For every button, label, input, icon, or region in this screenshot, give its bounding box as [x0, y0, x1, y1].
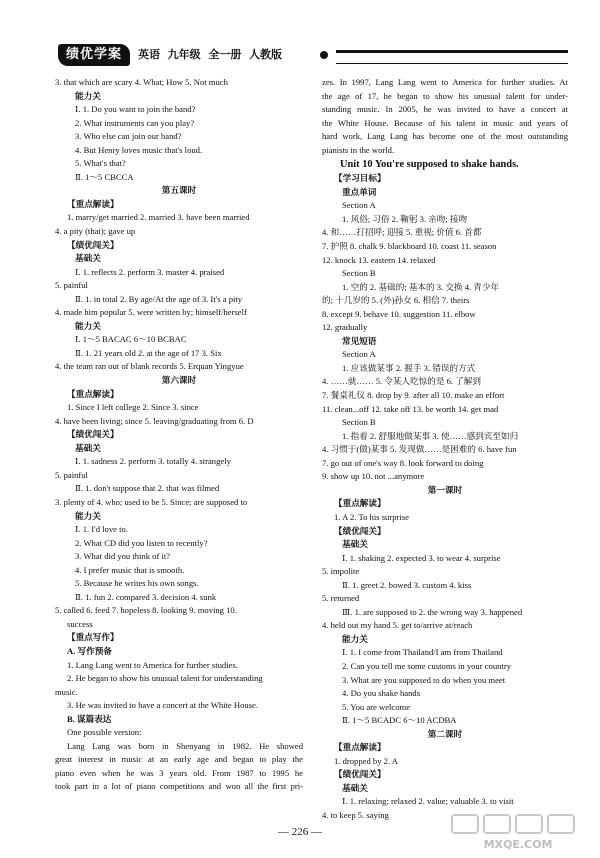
left-column: [55, 76, 303, 794]
right-line: 【重点解读】: [334, 742, 386, 753]
right-line: 12. gradually: [322, 322, 368, 333]
left-line: Lang Lang was born in Shenyang in 1982. He showed: [67, 740, 303, 751]
right-line: 4. 和……打招呼; 迎接 5. 重视; 价值 6. 首都: [322, 227, 482, 238]
left-line: 能力关: [75, 90, 101, 101]
left-line: Ⅱ. 1. in total 2. By age/At the age of 3. It's a pity: [75, 293, 243, 304]
header-rule: [336, 50, 568, 64]
left-line: 2. What CD did you listen to recently?: [75, 537, 208, 548]
left-line: Ⅰ. 1. reflects 2. perform 3. master 4. praised: [75, 266, 225, 277]
right-line: 常见短语: [342, 335, 377, 346]
right-line: Ⅱ. 1～5 BCADC 6～10 ACDBA: [342, 715, 457, 726]
left-line: 3. Who else can join our band?: [75, 131, 182, 142]
right-line: Ⅰ. 1. relaxing; relaxed 2. value; valuable 3. to visit: [342, 796, 514, 807]
left-line: 3. What did you think of it?: [75, 551, 171, 562]
left-line: 【重点解读】: [67, 198, 119, 209]
right-line: 4. 习惯于(做)某事 5. 发现做……是困难的 6. have fun: [322, 444, 517, 455]
right-line: Ⅰ. 1. shaking 2. expected 3. to wear 4. surprise: [342, 552, 501, 563]
left-line: 3. He was invited to have a concert at the White House.: [67, 700, 258, 711]
right-top-text: [322, 76, 568, 157]
right-line: Ⅰ. 1. I come from Thailand/I am from Thailand: [342, 647, 503, 658]
right-answers: [322, 172, 568, 822]
right-line: 1. dropped by 2. A: [334, 755, 398, 766]
left-line: 4. the team ran out of blank records 5. Erquan Yingyue: [55, 361, 244, 372]
left-line: Ⅰ. 1. Do you want to join the band?: [75, 104, 196, 115]
right-line: 11. clean...off 12. take off 13. be worth 14. get mad: [322, 403, 499, 414]
right-line: 4. ……就…… 5. 令某人吃惊的是 6. 了解到: [322, 376, 481, 387]
page-header: [58, 44, 568, 68]
right-line: 4. to keep 5. saying: [322, 809, 389, 820]
left-line: 【重点写作】: [67, 632, 119, 643]
right-line: 【绩优闯关】: [334, 769, 386, 780]
right-line: 5. You are welcome: [342, 701, 411, 712]
left-line: 能力关: [75, 320, 101, 331]
left-line: 【重点解读】: [67, 388, 119, 399]
left-line: 能力关: [75, 510, 101, 521]
left-line: 3. plenty of 4. who; used to be 5. Since; are supposed to: [55, 496, 248, 507]
left-line: 3. that which are scary 4. What; How 5. Not much: [55, 77, 228, 87]
right-line: 第二课时: [427, 728, 463, 739]
right-line: 能力关: [342, 633, 368, 644]
right-line: 重点单词: [342, 186, 377, 197]
right-top-line: zes. In 1997, Lang Lang went to America for further studies. At: [322, 77, 568, 87]
left-line: 第六课时: [161, 375, 197, 386]
right-line: 7. go out of one's way 8. look forward to doing: [322, 457, 484, 468]
left-line: success: [67, 618, 93, 629]
watermark-text: MXQE.COM: [483, 838, 553, 851]
right-line: 9. show up 10. not ...anymore: [322, 471, 425, 482]
left-line: 5. Because he writes his own songs.: [75, 578, 199, 589]
left-line: 4. a pity (that); gave up: [55, 226, 136, 237]
left-line: Ⅱ. 1～5 CBCCA: [75, 171, 134, 182]
header-title: 英语 九年级 全一册 人教版: [138, 48, 282, 61]
left-line: 2. He began to show his unusual talent for understanding: [67, 673, 263, 684]
left-line: 1. marry/get married 2. married 3. have been married: [67, 212, 250, 223]
right-line: 【学习目标】: [334, 173, 386, 184]
left-line: Ⅰ. 1. sadness 2. perform 3. totally 4. strangely: [75, 456, 231, 467]
right-line: Section A: [342, 200, 376, 211]
right-line: 1. 指着 2. 舒服地做某事 3. 使……感到宾至如归: [342, 430, 519, 441]
right-line: 【绩优闯关】: [334, 525, 386, 536]
brand-logo: 绩优学案: [58, 44, 130, 66]
left-line: 基础关: [75, 442, 101, 453]
right-line: 基础关: [342, 782, 368, 793]
right-line: 的; 十几岁的 5. (外)孙女 6. 相信 7. theirs: [322, 295, 470, 306]
right-column: [322, 76, 568, 823]
left-line: 4. have been living; since 5. leaving/graduating from 6. D: [55, 415, 254, 426]
left-line: A. 写作预备: [67, 645, 112, 656]
right-line: 第一课时: [427, 484, 463, 495]
left-line: Ⅱ. 1. don't suppose that 2. that was filmed: [75, 483, 220, 494]
right-line: 【重点解读】: [334, 498, 386, 509]
right-top-line: standing music. In 2005, he was invited to have a concert at: [322, 104, 568, 115]
right-line: Ⅲ. 1. are supposed to 2. the wrong way 3. happened: [342, 606, 523, 617]
left-line: Ⅱ. 1. fun 2. compared 3. decision 4. sunk: [75, 591, 217, 602]
header-dot-icon: [320, 51, 328, 59]
left-line: 5. painful: [55, 280, 88, 291]
left-line: took part in a lot of piano competitions and won all the first pri-: [55, 781, 303, 792]
right-line: 5. returned: [322, 593, 360, 604]
left-line: 4. made him popular 5. were written by; himself/herself: [55, 307, 247, 318]
left-line: One possible version:: [67, 727, 142, 738]
left-line: 第五课时: [161, 185, 197, 196]
left-line: 5. called 6. feed 7. hopeless 8. looking 9. moving 10.: [55, 605, 237, 616]
right-line: Section A: [342, 349, 376, 360]
left-line: piano even when he was 3 years old. From 1987 to 1995 he: [55, 767, 303, 778]
left-line: 【绩优闯关】: [67, 429, 119, 440]
left-line: 1. Lang Lang went to America for further studies.: [67, 659, 238, 670]
left-line: music.: [55, 686, 78, 697]
left-line: 基础关: [75, 253, 101, 264]
page-number: — 226 —: [278, 826, 322, 838]
right-line: 2. Can you tell me some customs in your country: [342, 660, 511, 671]
right-top-line: the White House. Because of his talent in music and years of: [322, 117, 568, 128]
left-line: great interest in music at an early age and began to play the: [55, 754, 303, 765]
left-line: 4. But Henry loves music that's loud.: [75, 144, 203, 155]
watermark-icon: [448, 812, 588, 852]
left-line: 1. Since I left college 2. Since 3. since: [67, 402, 199, 413]
right-line: 1. 应该做某事 2. 握手 3. 错误的方式: [342, 362, 476, 373]
right-line: 1. A 2. To his surprise: [334, 511, 409, 522]
left-line: B. 谋篇表达: [67, 713, 112, 724]
left-line: Ⅰ. 1. I'd love to.: [75, 524, 128, 535]
right-line: 1. 风俗; 习俗 2. 鞠躬 3. 亲吻; 接吻: [342, 213, 468, 224]
right-line: 7. 护照 8. chalk 9. blackboard 10. coast 11. season: [322, 241, 497, 252]
left-line: 2. What instruments can you play?: [75, 117, 195, 128]
right-line: Ⅱ. 1. greet 2. bowed 3. custom 4. kiss: [342, 579, 472, 590]
left-line: 【绩优闯关】: [67, 239, 119, 250]
right-top-line: the age of 17, he began to show his unusual talent for under-: [322, 90, 568, 101]
left-line: 5. What's that?: [75, 158, 126, 169]
left-line: 5. painful: [55, 469, 88, 480]
right-line: 12. knock 13. eastern 14. relaxed: [322, 254, 436, 265]
right-line: Section B: [342, 417, 376, 428]
right-line: 8. except 9. behave 10. suggestion 11. elbow: [322, 308, 476, 319]
right-line: 3. What are you supposed to do when you meet: [342, 674, 506, 685]
left-line: Ⅰ. 1～5 BACAC 6～10 BCBAC: [75, 334, 187, 345]
unit-title: Unit 10 You're supposed to shake hands.: [340, 159, 519, 171]
right-line: 7. 餐桌礼仪 8. drop by 9. after all 10. make an effort: [322, 390, 505, 401]
right-top-line: pianists in the world.: [322, 144, 395, 155]
right-line: 1. 空的 2. 基础的; 基本的 3. 交换 4. 青少年: [342, 281, 500, 292]
left-line: 4. I prefer music that is smooth.: [75, 564, 185, 575]
right-line: Section B: [342, 268, 376, 279]
right-top-line: hard work, Lang Lang has become one of the most outstanding: [322, 131, 568, 142]
right-line: 基础关: [342, 539, 368, 550]
right-line: 4. held out my hand 5. get to/arrive at/reach: [322, 620, 473, 631]
left-line: Ⅱ. 1. 21 years old 2. at the age of 17 3. Six: [75, 347, 222, 358]
right-line: 5. impolite: [322, 566, 360, 577]
right-line: 4. Do you shake hands: [342, 688, 421, 699]
